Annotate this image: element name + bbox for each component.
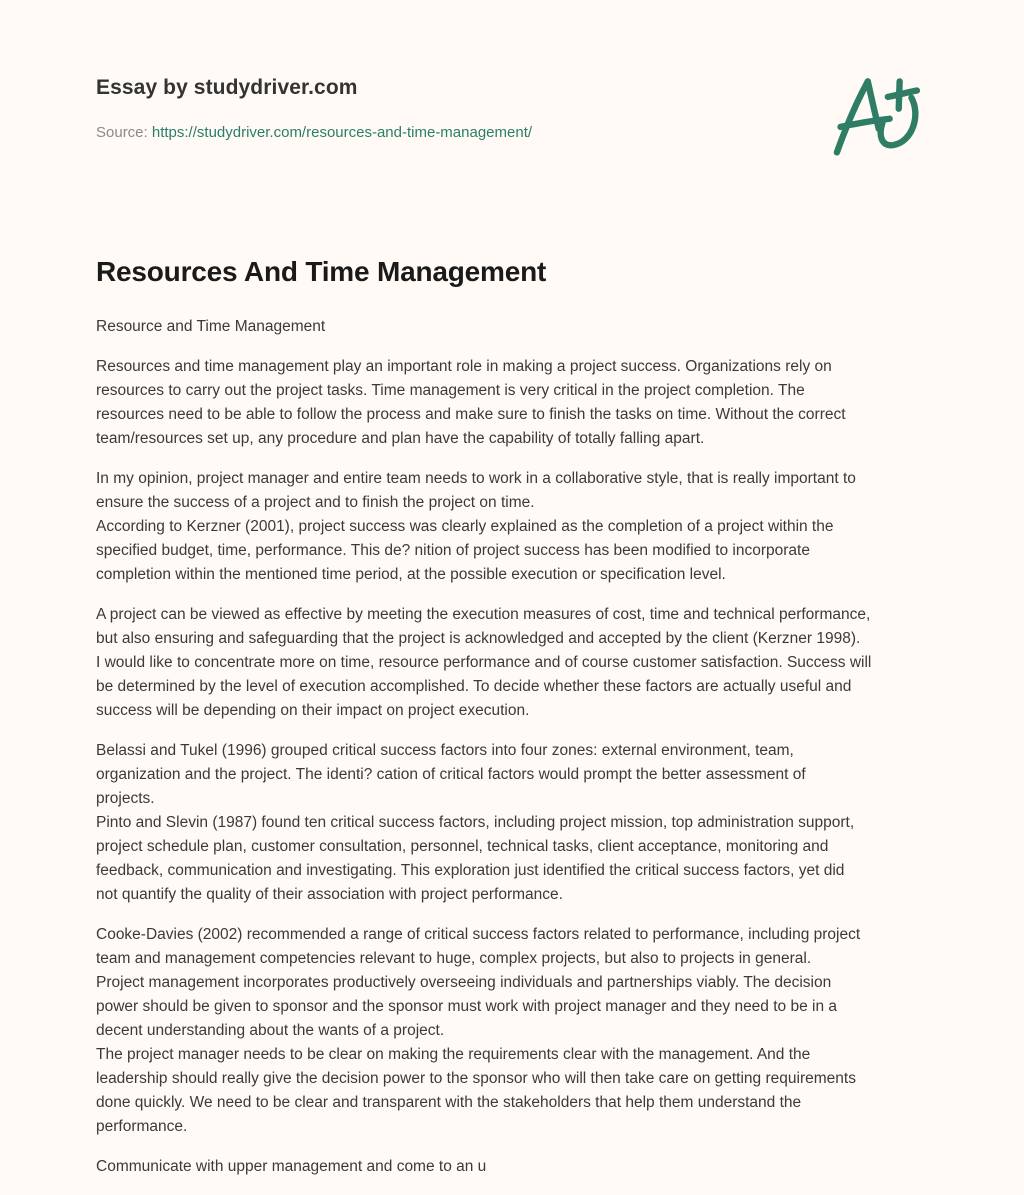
essay-paragraph-truncated xyxy=(96,1155,936,1179)
paragraph-line: be determined by the level of execution accomplished. To decide whether these factors are actually useful and xyxy=(96,678,852,695)
essay-paragraph xyxy=(96,467,936,587)
paragraph-line: resources need to be able to follow the process and make sure to finish the tasks on time. Without the correct xyxy=(96,406,846,423)
paragraph-line: team and management competencies relevant to huge, complex projects, but also to projects in general. xyxy=(96,950,812,967)
paragraph-line: decent understanding about the wants of a project. xyxy=(96,1022,445,1039)
paragraph-line: ensure the success of a project and to finish the project on time. xyxy=(96,494,535,511)
paragraph-line: A project can be viewed as effective by meeting the execution measures of cost, time and technical performance, xyxy=(96,606,871,623)
paragraph-line: Cooke-Davies (2002) recommended a range of critical success factors related to performance, including project xyxy=(96,926,861,943)
paragraph-line: team/resources set up, any procedure and plan have the capability of totally falling apart. xyxy=(96,430,705,447)
paragraph-line: Resources and time management play an important role in making a project success. Organizations rely on xyxy=(96,358,832,375)
paragraph-line: not quantify the quality of their association with project performance. xyxy=(96,886,563,903)
paragraph-line: Belassi and Tukel (1996) grouped critical success factors into four zones: external environment, team, xyxy=(96,742,794,759)
paragraph-line: power should be given to sponsor and the sponsor must work with project manager and they need to be in a xyxy=(96,998,838,1015)
paragraph-line: leadership should really give the decision power to the sponsor who will then take care on getting requirements xyxy=(96,1070,856,1087)
paragraph-line: Pinto and Slevin (1987) found ten critical success factors, including project mission, top administration support, xyxy=(96,814,855,831)
paragraph-line: feedback, communication and investigating. This exploration just identified the critical success factors, yet did xyxy=(96,862,845,879)
site-title: Essay by studydriver.com xyxy=(96,76,358,99)
essay-paragraph xyxy=(96,355,936,451)
a-plus-grade-icon xyxy=(826,68,926,164)
paragraph-line: The project manager needs to be clear on making the requirements clear with the management. And the xyxy=(96,1046,811,1063)
paragraph-line: resources to carry out the project tasks. Time management is very critical in the project completion. The xyxy=(96,382,805,399)
essay-paragraph xyxy=(96,923,936,1139)
paragraph-line: completion within the mentioned time period, at the possible execution or specification level. xyxy=(96,566,726,583)
page-header xyxy=(96,0,936,200)
paragraph-line: specified budget, time, performance. This de? nition of project success has been modified to incorporate xyxy=(96,542,810,559)
paragraph-line: success will be depending on their impact on project execution. xyxy=(96,702,530,719)
essay-paragraph xyxy=(96,739,936,907)
source-label: Source: xyxy=(96,124,148,141)
essay-body xyxy=(96,315,936,1195)
paragraph-line: project schedule plan, customer consultation, personnel, technical tasks, client acceptance, monitoring and xyxy=(96,838,829,855)
essay-subtitle: Resource and Time Management xyxy=(96,318,326,335)
essay-paragraph xyxy=(96,603,936,723)
source-line xyxy=(96,124,532,141)
paragraph-line: Project management incorporates productively overseeing individuals and partnerships viably. The decision xyxy=(96,974,832,991)
paragraph-line: In my opinion, project manager and entire team needs to work in a collaborative style, that is really important to xyxy=(96,470,856,487)
source-link[interactable]: https://studydriver.com/resources-and-time-management/ xyxy=(151,124,533,141)
paragraph-line: I would like to concentrate more on time, resource performance and of course customer satisfaction. Success will xyxy=(96,654,872,671)
paragraph-line: performance. xyxy=(96,1118,188,1135)
paragraph-line: According to Kerzner (2001), project success was clearly explained as the completion of a project within the xyxy=(96,518,834,535)
essay-page xyxy=(96,0,936,1175)
essay-title: Resources And Time Management xyxy=(96,256,547,287)
paragraph-line: Communicate with upper management and come to an u xyxy=(96,1158,487,1175)
paragraph-line: but also ensuring and safeguarding that the project is acknowledged and accepted by the client (Kerzner 1998). xyxy=(96,630,861,647)
paragraph-line: projects. xyxy=(96,790,155,807)
paragraph-line: done quickly. We need to be clear and transparent with the stakeholders that help them understand the xyxy=(96,1094,802,1111)
paragraph-line: organization and the project. The identi? cation of critical factors would prompt the better assessment of xyxy=(96,766,806,783)
